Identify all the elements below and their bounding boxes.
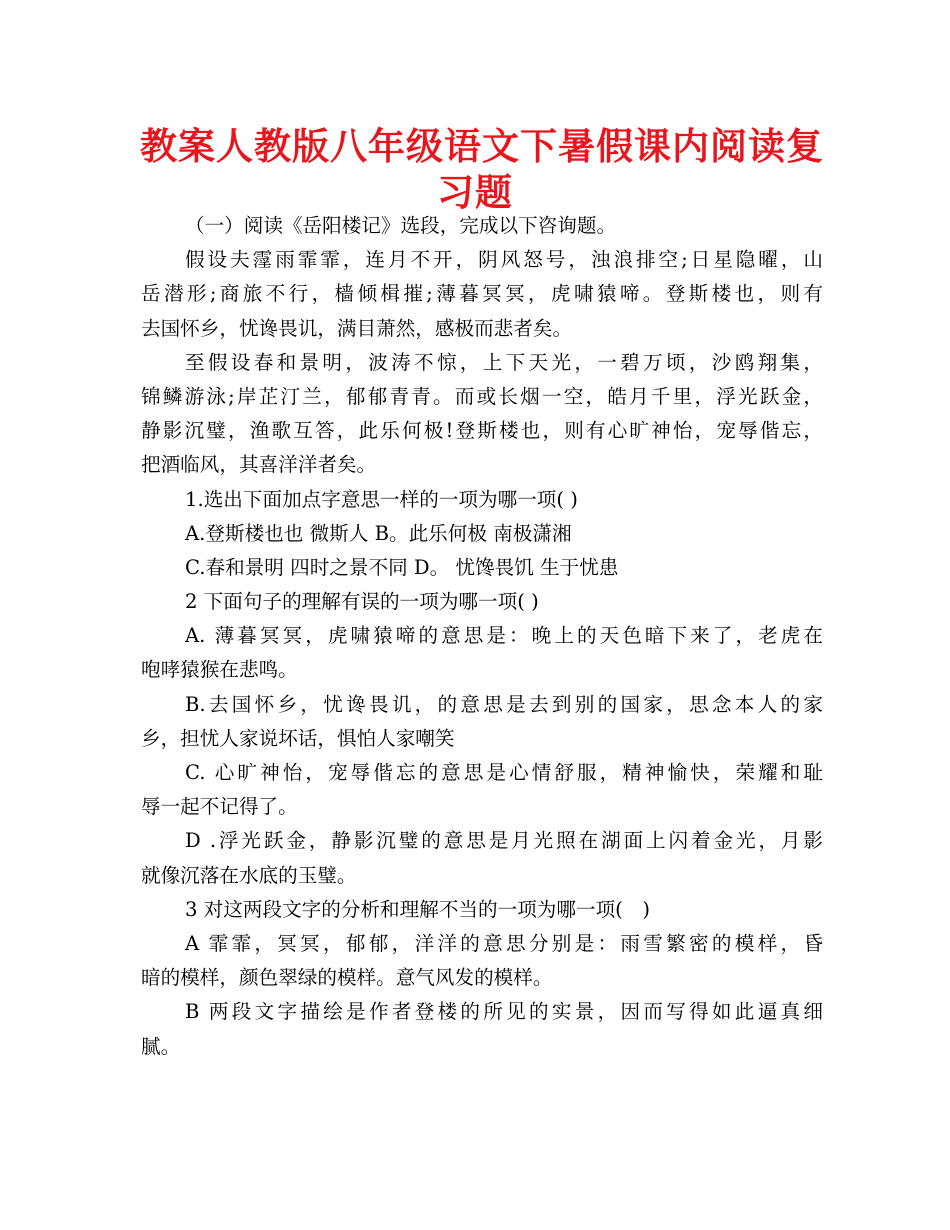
question-3-option-a-cont: 暗的模样，颜色翠绿的模样。意气风发的模样。: [141, 966, 553, 990]
passage-line: 把酒临风，其喜洋洋者矣。: [141, 453, 377, 477]
section-heading: （一）阅读《岳阳楼记》选段，完成以下咨询题。: [185, 214, 617, 237]
question-1-options-cd: C.春和景明 四时之景不同 D。 忧馋畏饥 生于忧患: [185, 555, 619, 579]
passage-line: 岳潜形;商旅不行，樯倾楫摧;薄暮冥冥，虎啸猿啼。登斯楼也，则有: [141, 282, 823, 306]
question-3-option-a: A 霏霏，冥冥，郁郁，洋洋的意思分别是：雨雪繁密的模样，昏: [185, 931, 823, 955]
passage-line: 假设夫霪雨霏霏，连月不开，阴风怒号，浊浪排空;日星隐曜，山: [185, 248, 823, 272]
passage-line: 锦鳞游泳;岸芷汀兰，郁郁青青。而或长烟一空，皓月千里，浮光跃金，: [141, 384, 823, 408]
question-2: 2 下面句子的理解有误的一项为哪一项( ): [185, 590, 539, 614]
question-2-option-b: B.去国怀乡，忧谗畏讥，的意思是去到别的国家，思念本人的家: [185, 692, 823, 716]
question-1-options-ab: A.登斯楼也也 微斯人 B。此乐何极 南极潇湘: [185, 521, 572, 545]
passage-line: 静影沉璧，渔歌互答，此乐何极!登斯楼也，则有心旷神怡，宠辱偕忘，: [141, 419, 823, 443]
question-2-option-a-cont: 咆哮猿猴在悲鸣。: [141, 658, 298, 682]
question-3: 3 对这两段文字的分析和理解不当的一项为哪一项( ): [185, 897, 651, 921]
question-1: 1.选出下面加点字意思一样的一项为哪一项( ): [185, 487, 578, 511]
question-2-option-d-cont: 就像沉落在水底的玉璧。: [141, 863, 357, 887]
question-2-option-a: A. 薄暮冥冥，虎啸猿啼的意思是：晚上的天色暗下来了，老虎在: [185, 624, 823, 648]
document-body: [141, 209, 823, 1064]
question-2-option-c-cont: 辱一起不记得了。: [141, 795, 298, 819]
page-title-line-2: 习题: [437, 171, 513, 214]
question-3-option-b-cont: 腻。: [141, 1034, 181, 1058]
page-title-line-1: 教案人教版八年级语文下暑假课内阅读复: [140, 125, 824, 168]
passage-line: 去国怀乡，忧谗畏讥，满目萧然，感极而悲者矣。: [141, 316, 573, 340]
passage-line: 至假设春和景明，波涛不惊，上下天光，一碧万顷，沙鸥翔集，: [185, 350, 823, 374]
question-2-option-c: C. 心旷神怡，宠辱偕忘的意思是心情舒服，精神愉快，荣耀和耻: [185, 761, 823, 784]
question-3-option-b: B 两段文字描绘是作者登楼的所见的实景，因而写得如此逼真细: [185, 1000, 823, 1024]
question-2-option-d: D .浮光跃金，静影沉璧的意思是月光照在湖面上闪着金光，月影: [185, 829, 823, 853]
question-2-option-b-cont: 乡，担忧人家说坏话，惧怕人家嘲笑: [141, 726, 455, 750]
